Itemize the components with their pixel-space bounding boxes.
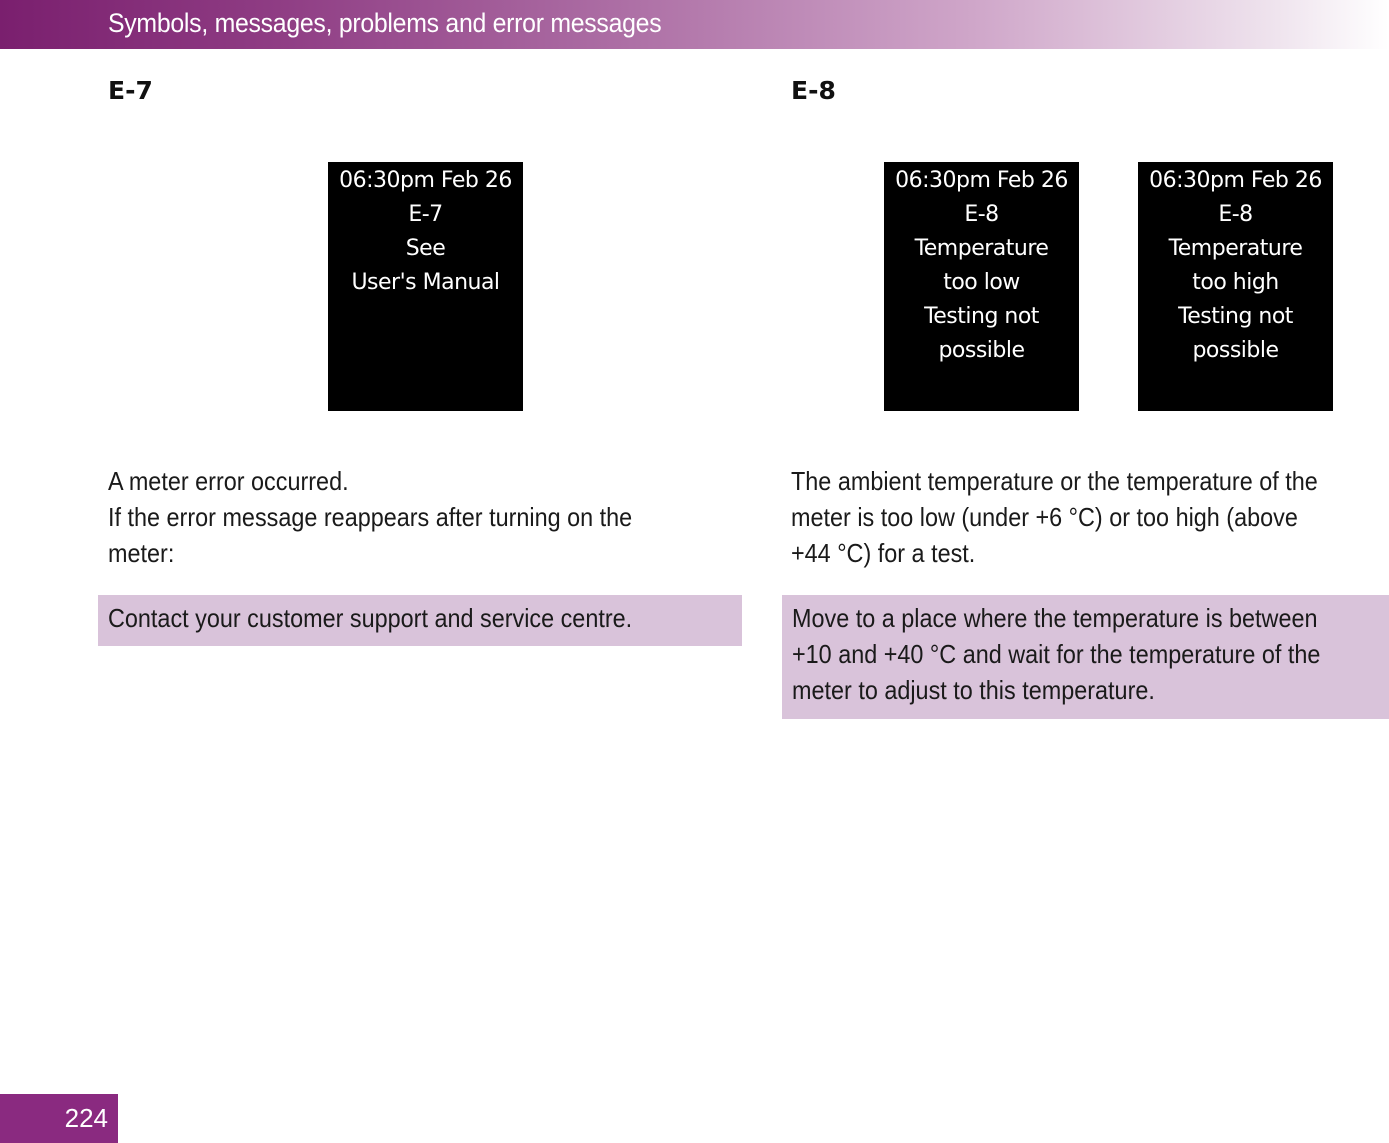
- action-line: Move to a place where the temperature is between: [792, 603, 1318, 633]
- display-line: Temperature: [1168, 236, 1303, 261]
- display-line: Temperature: [914, 236, 1049, 261]
- meter-display-e7: [328, 162, 523, 411]
- display-line: E-7: [408, 202, 443, 227]
- display-line: 06:30pm Feb 26: [339, 168, 512, 193]
- e8-description: [791, 463, 1318, 571]
- display-line: Testing not: [1178, 304, 1293, 329]
- error-code-e8: E-8: [791, 76, 836, 105]
- meter-display-e8-high: [1138, 162, 1333, 411]
- error-code-e7: E-7: [108, 76, 153, 105]
- display-line: too high: [1192, 270, 1279, 295]
- description-line: meter:: [108, 538, 175, 568]
- display-line: E-8: [1218, 202, 1253, 227]
- action-line: +10 and +40 °C and wait for the temperature of the: [792, 639, 1321, 669]
- display-line: possible: [938, 338, 1025, 363]
- e8-action-box: [782, 595, 1389, 719]
- page-number: 224: [64, 1103, 108, 1133]
- display-line: Testing not: [924, 304, 1039, 329]
- display-line: possible: [1192, 338, 1279, 363]
- description-line: The ambient temperature or the temperature of the: [791, 466, 1318, 496]
- display-line: User's Manual: [351, 270, 500, 295]
- display-line: See: [405, 236, 446, 261]
- header-bar: [0, 0, 1389, 49]
- action-line: meter to adjust to this temperature.: [792, 675, 1155, 705]
- e7-description: [108, 463, 632, 571]
- description-line: If the error message reappears after turning on the: [108, 502, 633, 532]
- description-line: +44 °C) for a test.: [791, 538, 976, 568]
- display-line: too low: [943, 270, 1020, 295]
- page-title: Symbols, messages, problems and error messages: [108, 8, 662, 38]
- display-line: 06:30pm Feb 26: [895, 168, 1068, 193]
- action-line: Contact your customer support and service centre.: [108, 603, 633, 633]
- description-line: meter is too low (under +6 °C) or too high (above: [791, 502, 1298, 532]
- e7-action-box: [98, 595, 742, 646]
- display-line: E-8: [964, 202, 999, 227]
- display-line: 06:30pm Feb 26: [1149, 168, 1322, 193]
- page-number-box: [0, 1094, 118, 1143]
- description-line: A meter error occurred.: [108, 466, 349, 496]
- meter-display-e8-low: [884, 162, 1079, 411]
